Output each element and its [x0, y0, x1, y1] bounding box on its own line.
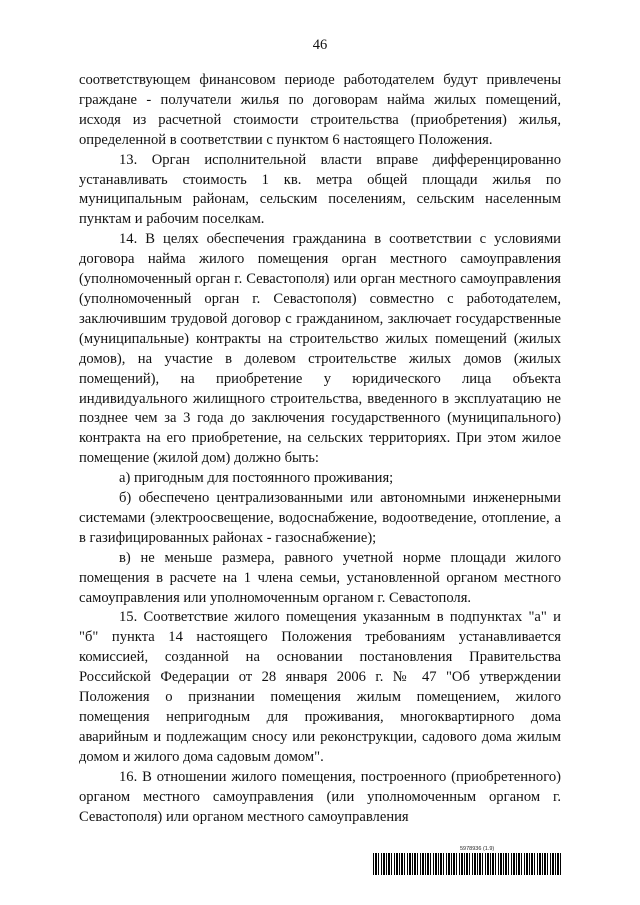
barcode-icon — [373, 853, 563, 875]
paragraph-16: 16. В отношении жилого помещения, построенного (приобретенного) органом местного самоуправления (или уполномоченным органом г. Севастополя) или органом местного самоуправления — [79, 768, 561, 825]
page-number: 46 — [312, 37, 328, 53]
paragraph-14: 14. В целях обеспечения гражданина в соответствии с условиями договора найма жилого помещения орган местного самоуправления (уполномоченный орган г. Севастополя) или орган местного самоуправления (уполномоченный орган г. Севастополя) совместно с работодателем, заключившим трудовой договор с гражданином, заключает государственные (муниципальные) контракты на строительство жилых помещений (жилых домов), на участие в долевом строительстве жилых домов (жилых помещений), на приобретение у юридического лица объекта индивидуального жилищного строительства, введенного в эксплуатацию не позднее чем за 3 года до заключения государственного (муниципального) контракта на его приобретение, на сельских территориях. При этом жилое помещение (жилой дом) должно быть: — [79, 231, 561, 467]
paragraph-continuation: соответствующем финансовом периоде работодателем будут привлечены граждане - получатели жилья по договорам найма жилых помещений, исходя из расчетной стоимости строительства (приобретения) жилья, определенной в соответствии с пунктом 6 настоящего Положения. — [79, 72, 561, 148]
paragraph-14-b: б) обеспечено централизованными или автономными инженерными системами (электроосвещение, водоснабжение, водоотведение, отопление, а в газифицированных районах - газоснабжение); — [79, 490, 561, 546]
paragraph-14-v: в) не меньше размера, равного учетной норме площади жилого помещения в расчете на 1 члена семьи, установленной органом местного самоуправления или уполномоченным органом г. Севастополя. — [79, 549, 561, 606]
document-code: 5978936 (1.9) — [460, 846, 495, 852]
paragraph-13: 13. Орган исполнительной власти вправе дифференцированно устанавливать стоимость 1 кв. метра общей площади жилья по муниципальным районам, сельским поселениям, сельским населенным пунктам и рабочим поселкам. — [79, 151, 561, 228]
paragraph-15: 15. Соответствие жилого помещения указанным в подпунктах "а" и "б" пункта 14 настоящего Положения требованиям устанавливается комиссией, созданной на основании постановления Правительства Российской Федерации от 28 января 2006 г. № 47 "Об утверждении Положения о признании помещения жилым помещением, жилого помещения непригодным для проживания, многоквартирного дома аварийным и подлежащим сносу или реконструкции, садового дома жилым домом и жилого дома садовым домом". — [79, 609, 561, 765]
paragraph-14-a: а) пригодным для постоянного проживания; — [119, 470, 394, 487]
document-body — [79, 71, 561, 827]
